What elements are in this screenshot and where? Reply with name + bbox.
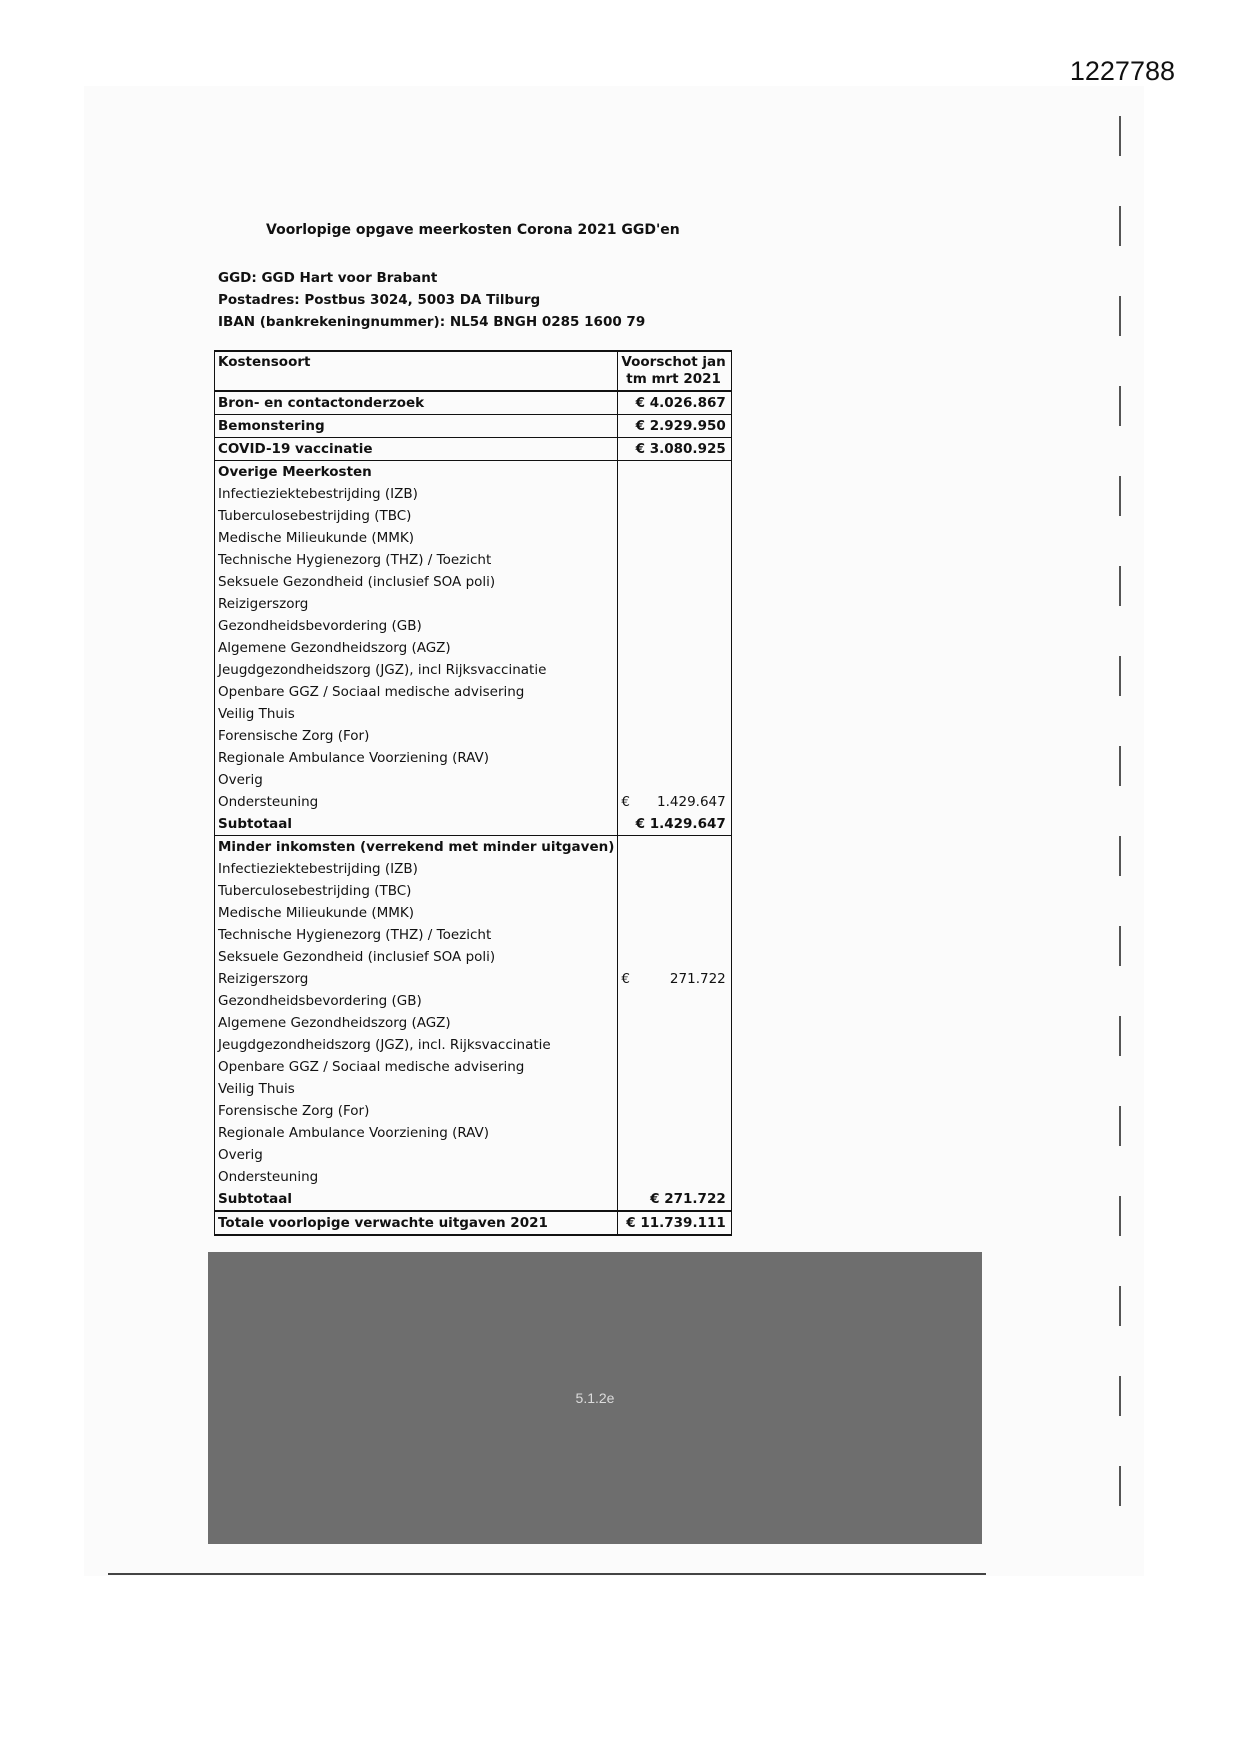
- row-label: Technische Hygienezorg (THZ) / Toezicht: [215, 549, 618, 571]
- row-amount: [618, 858, 731, 880]
- row-amount: [618, 527, 731, 549]
- table-row: [215, 725, 732, 747]
- row-label: Overig: [215, 1144, 618, 1166]
- currency-symbol: €: [621, 971, 630, 987]
- page-title: Voorlopige opgave meerkosten Corona 2021 GGD'en: [266, 222, 680, 238]
- row-label: Medische Milieukunde (MMK): [215, 902, 618, 924]
- row-label: Tuberculosebestrijding (TBC): [215, 880, 618, 902]
- row-label: Forensische Zorg (For): [215, 1100, 618, 1122]
- table-section-heading: [215, 461, 732, 484]
- table-subtotal-row: [215, 813, 732, 836]
- row-label: Bron- en contactonderzoek: [215, 391, 618, 415]
- table-row-main-cost: [215, 415, 732, 438]
- row-label: Gezondheidsbevordering (GB): [215, 615, 618, 637]
- row-label: Gezondheidsbevordering (GB): [215, 990, 618, 1012]
- row-amount: [618, 505, 731, 527]
- row-label: Algemene Gezondheidszorg (AGZ): [215, 637, 618, 659]
- table-row: [215, 637, 732, 659]
- row-amount: € 2.929.950: [618, 415, 731, 438]
- table-header-row: [215, 351, 732, 391]
- row-amount: [618, 791, 731, 813]
- redaction-block: [208, 1252, 982, 1544]
- row-label: Bemonstering: [215, 415, 618, 438]
- row-amount: [618, 461, 731, 484]
- row-amount: [618, 1122, 731, 1144]
- row-amount: [618, 615, 731, 637]
- row-label: Overig: [215, 769, 618, 791]
- table-row: [215, 769, 732, 791]
- table-row: [215, 1056, 732, 1078]
- row-label: Veilig Thuis: [215, 1078, 618, 1100]
- row-label: Reizigerszorg: [215, 968, 618, 990]
- row-amount: [618, 836, 731, 859]
- table-row: [215, 1122, 732, 1144]
- table-row-main-cost: [215, 438, 732, 461]
- cost-table: [214, 350, 732, 1236]
- row-amount: [618, 1078, 731, 1100]
- row-amount: [618, 990, 731, 1012]
- table-row: [215, 968, 732, 990]
- table-row-main-cost: [215, 391, 732, 415]
- table-row: [215, 902, 732, 924]
- row-amount: [618, 902, 731, 924]
- row-label: Jeugdgezondheidszorg (JGZ), incl Rijksvaccinatie: [215, 659, 618, 681]
- row-amount: [618, 1166, 731, 1188]
- table-row: [215, 1078, 732, 1100]
- row-amount: [618, 725, 731, 747]
- margin-scan-line: [1119, 116, 1121, 1528]
- row-amount: € 271.722: [618, 1188, 731, 1211]
- row-amount: € 1.429.647: [618, 813, 731, 836]
- table-row: [215, 549, 732, 571]
- row-amount: € 11.739.111: [618, 1211, 731, 1235]
- row-label: Jeugdgezondheidszorg (JGZ), incl. Rijksvaccinatie: [215, 1034, 618, 1056]
- row-label: Veilig Thuis: [215, 703, 618, 725]
- table-row: [215, 571, 732, 593]
- row-amount: [618, 1034, 731, 1056]
- table-row: [215, 483, 732, 505]
- row-amount: [618, 681, 731, 703]
- row-label: Ondersteuning: [215, 1166, 618, 1188]
- table-row: [215, 1166, 732, 1188]
- table-section-heading: [215, 836, 732, 859]
- row-amount: [618, 1012, 731, 1034]
- amount-value: 1.429.647: [657, 794, 726, 810]
- document-id: 1227788: [1069, 56, 1175, 86]
- row-amount: [618, 769, 731, 791]
- row-label: Reizigerszorg: [215, 593, 618, 615]
- table-total-row: [215, 1211, 732, 1235]
- currency-symbol: €: [621, 794, 630, 810]
- table-subtotal-row: [215, 1188, 732, 1211]
- row-label: Totale voorlopige verwachte uitgaven 2021: [215, 1211, 618, 1235]
- table-row: [215, 791, 732, 813]
- table-row: [215, 1144, 732, 1166]
- row-amount: [618, 946, 731, 968]
- row-label: Infectieziektebestrijding (IZB): [215, 858, 618, 880]
- organisation-info: [218, 267, 645, 333]
- table-row: [215, 858, 732, 880]
- row-amount: [618, 659, 731, 681]
- table-row: [215, 1100, 732, 1122]
- row-label: Medische Milieukunde (MMK): [215, 527, 618, 549]
- row-label: Regionale Ambulance Voorziening (RAV): [215, 747, 618, 769]
- iban: IBAN (bankrekeningnummer): NL54 BNGH 0285 1600 79: [218, 314, 646, 330]
- row-amount: [618, 880, 731, 902]
- row-amount: [618, 637, 731, 659]
- table-row: [215, 1012, 732, 1034]
- row-amount: [618, 549, 731, 571]
- column-header-kostensoort: Kostensoort: [215, 351, 618, 391]
- table-row: [215, 527, 732, 549]
- row-label: COVID-19 vaccinatie: [215, 438, 618, 461]
- ggd-name: GGD: GGD Hart voor Brabant: [218, 270, 438, 286]
- row-label: Ondersteuning: [215, 791, 618, 813]
- row-amount: [618, 1100, 731, 1122]
- row-amount: [618, 571, 731, 593]
- table-row: [215, 880, 732, 902]
- column-header-voorschot: Voorschot jan tm mrt 2021: [618, 351, 731, 391]
- table-row: [215, 990, 732, 1012]
- table-row: [215, 946, 732, 968]
- table-row: [215, 593, 732, 615]
- row-label: Subtotaal: [215, 1188, 618, 1211]
- row-amount: [618, 747, 731, 769]
- table-row: [215, 703, 732, 725]
- table-row: [215, 659, 732, 681]
- table-row: [215, 615, 732, 637]
- row-amount: [618, 593, 731, 615]
- row-label: Algemene Gezondheidszorg (AGZ): [215, 1012, 618, 1034]
- row-label: Openbare GGZ / Sociaal medische advisering: [215, 681, 618, 703]
- redaction-label: 5.1.2e: [575, 1390, 615, 1406]
- row-label: Seksuele Gezondheid (inclusief SOA poli): [215, 571, 618, 593]
- row-amount: [618, 968, 731, 990]
- table-row: [215, 505, 732, 527]
- row-label: Tuberculosebestrijding (TBC): [215, 505, 618, 527]
- row-label: Infectieziektebestrijding (IZB): [215, 483, 618, 505]
- table-row: [215, 924, 732, 946]
- row-label: Seksuele Gezondheid (inclusief SOA poli): [215, 946, 618, 968]
- row-label: Technische Hygienezorg (THZ) / Toezicht: [215, 924, 618, 946]
- row-label: Overige Meerkosten: [215, 461, 618, 484]
- row-amount: € 4.026.867: [618, 391, 731, 415]
- row-amount: [618, 483, 731, 505]
- row-label: Forensische Zorg (For): [215, 725, 618, 747]
- row-amount: [618, 1056, 731, 1078]
- row-amount: [618, 1144, 731, 1166]
- table-row: [215, 1034, 732, 1056]
- row-amount: € 3.080.925: [618, 438, 731, 461]
- amount-value: 271.722: [669, 971, 726, 987]
- row-label: Minder inkomsten (verrekend met minder uitgaven): [215, 836, 618, 859]
- table-row: [215, 747, 732, 769]
- row-label: Subtotaal: [215, 813, 618, 836]
- row-label: Regionale Ambulance Voorziening (RAV): [215, 1122, 618, 1144]
- row-label: Openbare GGZ / Sociaal medische advisering: [215, 1056, 618, 1078]
- postal-address: Postadres: Postbus 3024, 5003 DA Tilburg: [218, 292, 541, 308]
- bottom-scan-line: [108, 1573, 986, 1575]
- row-amount: [618, 924, 731, 946]
- row-amount: [618, 703, 731, 725]
- table-row: [215, 681, 732, 703]
